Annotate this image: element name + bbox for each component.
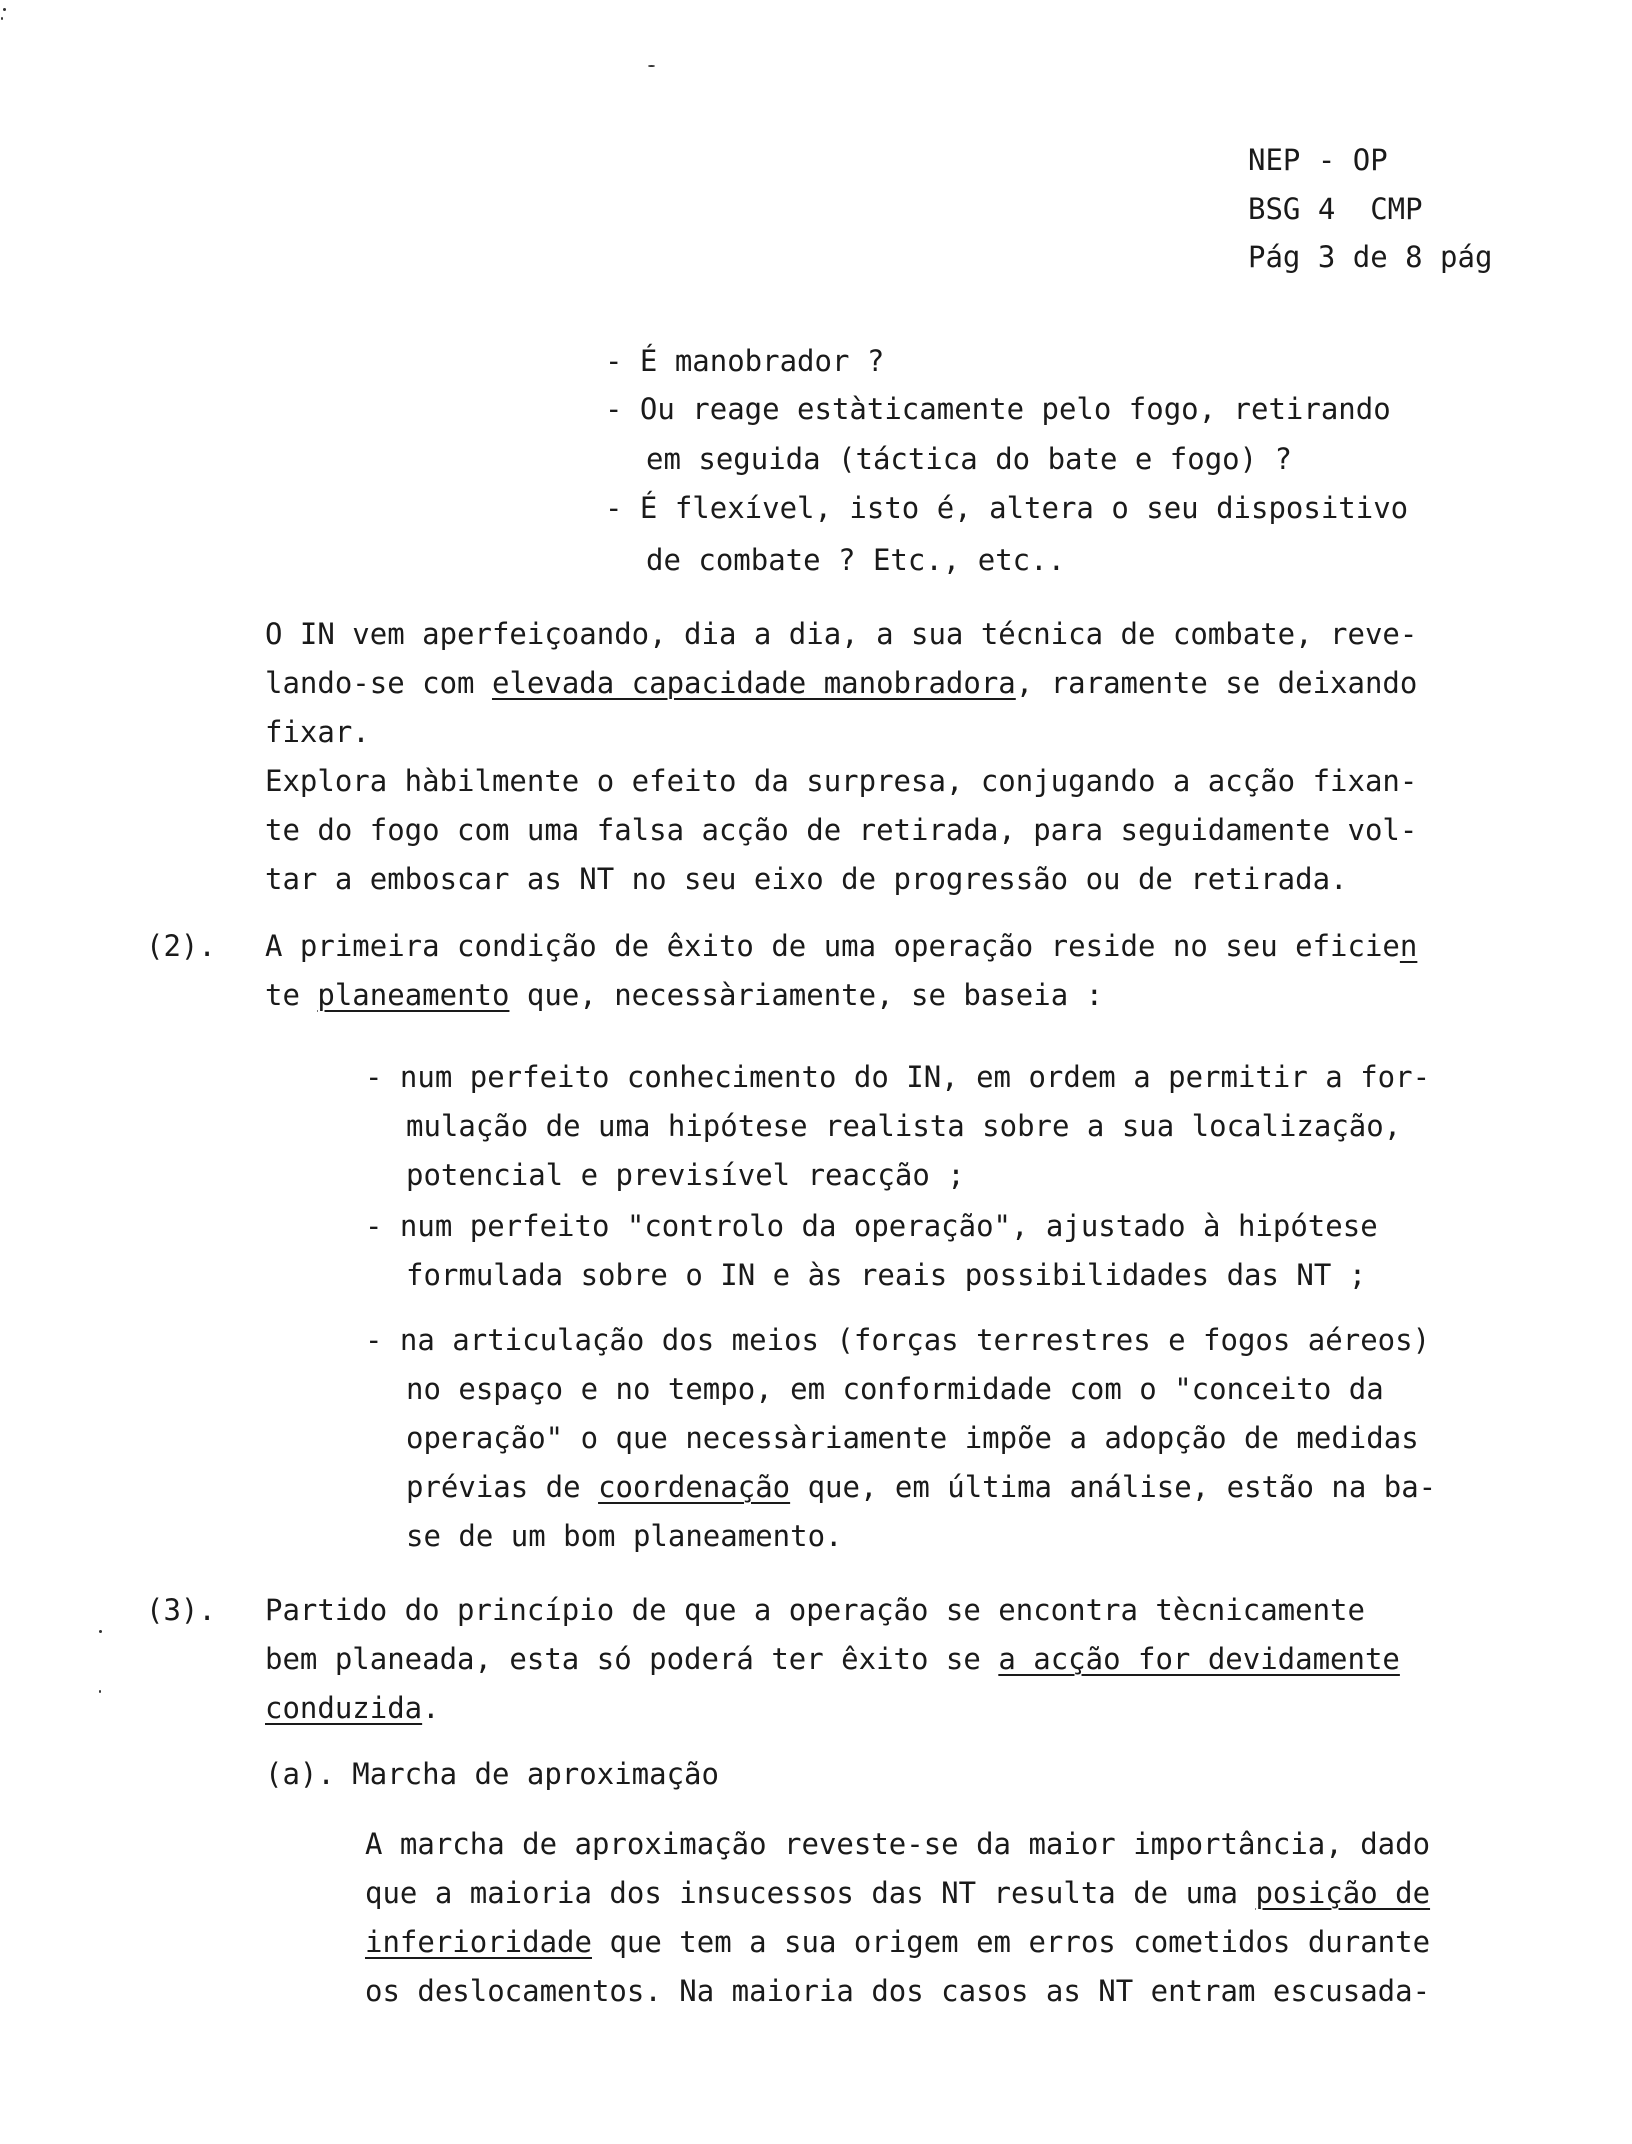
- bullet-line: - num perfeito conhecimento do IN, em ordem a permitir a for-: [365, 1060, 1431, 1094]
- question-3-l2: de combate ? Etc., etc..: [646, 543, 1066, 577]
- question-1: - É manobrador ?: [605, 344, 885, 378]
- paragraph-line: conduzida.: [265, 1691, 440, 1725]
- underlined-text: conduzida: [265, 1691, 423, 1725]
- paragraph-line: Explora hàbilmente o efeito da surpresa, conjugando a acção fixan-: [265, 764, 1418, 798]
- header-line-3: Pág 3 de 8 pág: [1248, 240, 1493, 274]
- section-number: (2).: [146, 929, 216, 963]
- bullet-line: se de um bom planeamento.: [406, 1519, 843, 1553]
- underlined-text: inferioridade: [365, 1925, 592, 1959]
- bullet-line: formulada sobre o IN e às reais possibilidades das NT ;: [406, 1258, 1367, 1292]
- header-line-1: NEP - OP: [1248, 143, 1388, 177]
- paragraph-line: tar a emboscar as NT no seu eixo de progressão ou de retirada.: [265, 862, 1348, 896]
- header-line-2: BSG 4 CMP: [1248, 192, 1423, 226]
- bullet-line: - num perfeito "controlo da operação", ajustado à hipótese: [365, 1209, 1378, 1243]
- underlined-text: a acção for devidamente: [998, 1642, 1400, 1676]
- paragraph-line: te planeamento que, necessàriamente, se baseia :: [265, 978, 1104, 1012]
- paragraph-line: te do fogo com uma falsa acção de retirada, para seguidamente vol-: [265, 813, 1418, 847]
- section-number: (3).: [146, 1593, 216, 1627]
- bullet-line: potencial e previsível reacção ;: [406, 1158, 965, 1192]
- bullet-line: no espaço e no tempo, em conformidade com o "conceito da: [406, 1372, 1384, 1406]
- paragraph-line: os deslocamentos. Na maioria dos casos as NT entram escusada-: [365, 1974, 1431, 2008]
- bullet-line: operação" o que necessàriamente impõe a adopção de medidas: [406, 1421, 1419, 1455]
- scan-speck: [1, 17, 3, 20]
- paragraph-line: Partido do princípio de que a operação se encontra tècnicamente: [265, 1593, 1365, 1627]
- underlined-text: n: [1399, 929, 1418, 963]
- paragraph-line: fixar.: [265, 715, 370, 749]
- paragraph-line: A marcha de aproximação reveste-se da maior importância, dado: [365, 1827, 1431, 1861]
- paragraph-line: bem planeada, esta só poderá ter êxito se a acção for devidamente: [265, 1642, 1400, 1676]
- paragraph-line: que a maioria dos insucessos das NT resulta de uma posição de: [365, 1876, 1431, 1910]
- question-2-l2: em seguida (táctica do bate e fogo) ?: [646, 442, 1293, 476]
- scan-speck: [648, 65, 655, 67]
- bullet-line: prévias de coordenação que, em última análise, estão na ba-: [406, 1470, 1437, 1504]
- scan-speck: [99, 1690, 101, 1693]
- underlined-text: posição de: [1255, 1876, 1431, 1910]
- underlined-text: coordenação: [598, 1470, 791, 1504]
- subsection-title: (a). Marcha de aproximação: [265, 1757, 719, 1791]
- bullet-line: mulação de uma hipótese realista sobre a sua localização,: [406, 1109, 1402, 1143]
- underlined-text: elevada capacidade manobradora: [491, 666, 1016, 700]
- scan-speck: [3, 8, 6, 11]
- question-3-l1: - É flexível, isto é, altera o seu dispositivo: [605, 491, 1409, 525]
- paragraph-line: A primeira condição de êxito de uma operação reside no seu eficien: [265, 929, 1418, 963]
- question-2-l1: - Ou reage estàticamente pelo fogo, retirando: [605, 392, 1391, 426]
- scan-speck: [99, 1630, 102, 1633]
- underlined-text: planeamento: [317, 978, 510, 1012]
- paragraph-line: lando-se com elevada capacidade manobradora, raramente se deixando: [265, 666, 1418, 700]
- paragraph-line: inferioridade que tem a sua origem em erros cometidos durante: [365, 1925, 1431, 1959]
- bullet-line: - na articulação dos meios (forças terrestres e fogos aéreos): [365, 1323, 1431, 1357]
- paragraph-line: O IN vem aperfeiçoando, dia a dia, a sua técnica de combate, reve-: [265, 617, 1418, 651]
